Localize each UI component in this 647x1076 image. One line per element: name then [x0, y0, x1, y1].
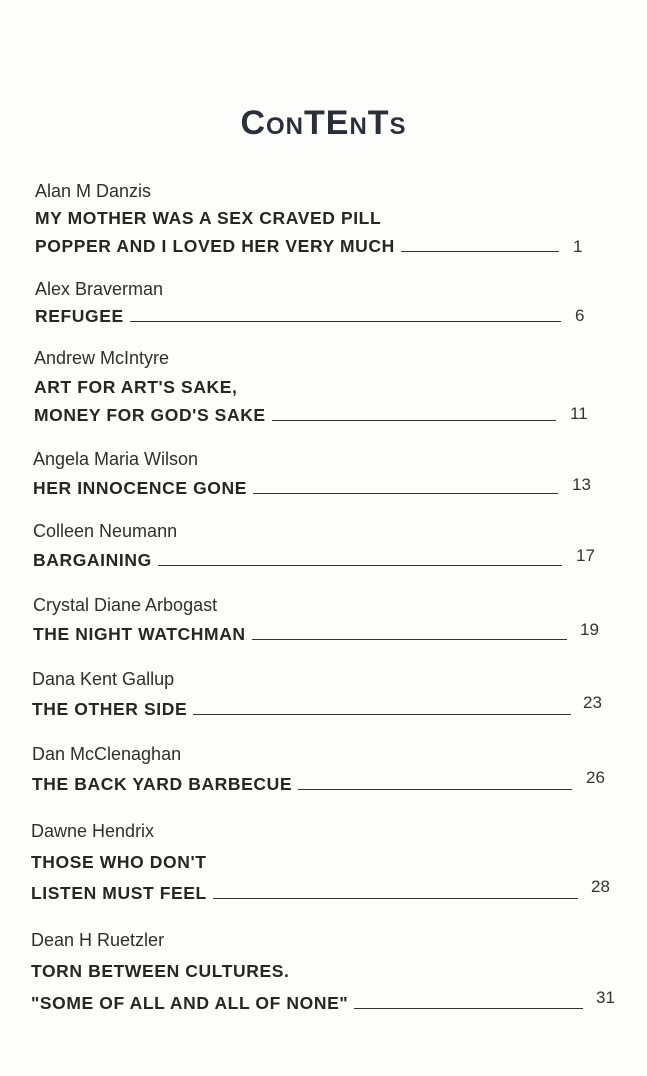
story-title-last-line	[32, 774, 578, 795]
dot-leader	[130, 320, 561, 322]
author-name: Alex Braverman	[35, 279, 164, 299]
author-name: Dan McClenaghan	[32, 744, 182, 764]
story-title-line: THOSE WHO DON'T	[31, 852, 207, 872]
story-title-last-line	[31, 883, 584, 904]
author-name: Angela Maria Wilson	[33, 449, 199, 469]
dot-leader	[213, 897, 578, 899]
dot-leader	[298, 788, 572, 790]
story-title-line: TORN BETWEEN CULTURES.	[31, 961, 290, 981]
page-title: ConTEnTs	[240, 104, 407, 142]
story-title-last-line	[33, 478, 564, 499]
author-name: Colleen Neumann	[33, 521, 178, 541]
dot-leader	[252, 638, 567, 640]
story-title-line: THE BACK YARD BARBECUE	[32, 774, 293, 794]
story-title-line: LISTEN MUST FEEL	[31, 883, 207, 903]
page-number: 31	[596, 988, 615, 1007]
page-number: 17	[576, 546, 595, 565]
story-title-line: MY MOTHER WAS A SEX CRAVED PILL	[35, 208, 382, 228]
page-number: 11	[570, 404, 588, 423]
dot-leader	[354, 1007, 583, 1009]
story-title-line: THE NIGHT WATCHMAN	[33, 624, 246, 644]
story-title-line: ART FOR ART'S SAKE,	[34, 377, 238, 397]
page-number: 23	[583, 693, 602, 712]
page-number: 13	[572, 475, 591, 494]
dot-leader	[253, 492, 558, 494]
author-name: Dean H Ruetzler	[31, 930, 165, 950]
dot-leader	[401, 250, 559, 252]
story-title-last-line	[32, 699, 577, 720]
story-title-line: BARGAINING	[33, 550, 152, 570]
page-number: 26	[586, 768, 605, 787]
author-name: Dawne Hendrix	[31, 821, 155, 841]
page-number: 1	[573, 237, 583, 256]
story-title-last-line	[33, 624, 573, 645]
story-title-line: THE OTHER SIDE	[32, 699, 188, 719]
story-title-last-line	[31, 993, 589, 1014]
author-name: Andrew McIntyre	[34, 348, 170, 368]
dot-leader	[193, 713, 571, 715]
story-title-line: MONEY FOR GOD'S SAKE	[34, 405, 266, 425]
story-title-line: HER INNOCENCE GONE	[33, 478, 248, 498]
page-number: 28	[591, 877, 610, 896]
dot-leader	[272, 419, 556, 421]
story-title-line: POPPER AND I LOVED HER VERY MUCH	[35, 236, 395, 256]
page-number: 6	[575, 306, 585, 325]
story-title-line: REFUGEE	[35, 306, 124, 326]
story-title-last-line	[35, 236, 565, 257]
story-title-last-line	[35, 306, 567, 327]
dot-leader	[158, 564, 562, 566]
author-name: Crystal Diane Arbogast	[33, 595, 218, 615]
author-name: Dana Kent Gallup	[32, 669, 175, 689]
story-title-last-line	[34, 405, 562, 426]
story-title-last-line	[33, 550, 568, 571]
story-title-line: "SOME OF ALL AND ALL OF NONE"	[31, 993, 349, 1013]
author-name: Alan M Danzis	[35, 181, 152, 201]
page-number: 19	[580, 620, 599, 639]
